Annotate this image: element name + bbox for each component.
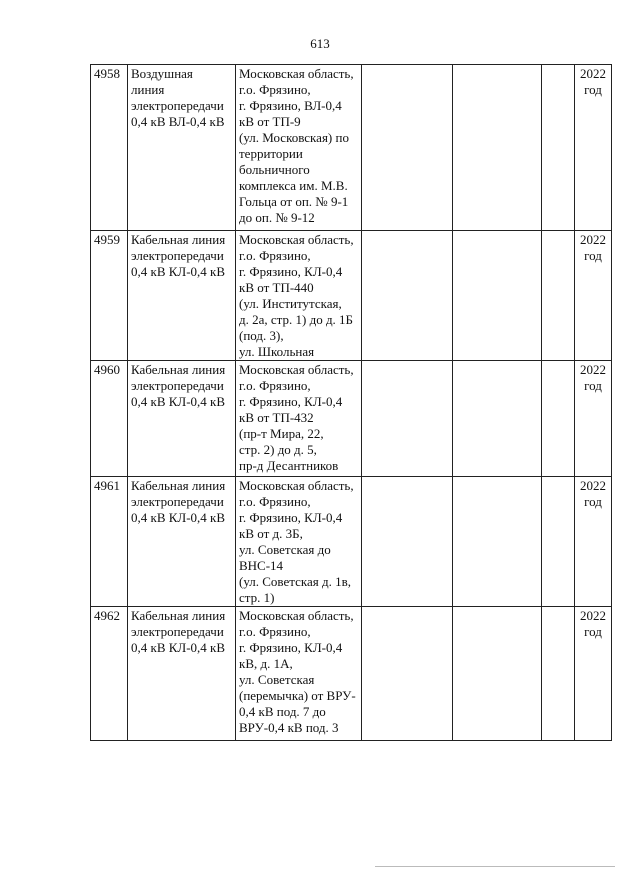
address-cell-line: (перемычка) от ВРУ- [239,688,356,703]
row-number-cell: 4959 [91,231,128,361]
table-row [91,65,612,231]
year-cell [575,65,612,231]
address-cell-line: Московская область, [239,608,354,623]
year-cell-line: год [584,624,602,639]
address-cell [236,361,362,477]
address-cell-line: кВ, д. 1А, [239,656,293,671]
object-name-cell [128,477,236,607]
object-name-cell-line: 0,4 кВ КЛ-0,4 кВ [131,510,226,525]
object-name-cell-line: 0,4 кВ КЛ-0,4 кВ [131,640,226,655]
empty-cell [542,231,575,361]
year-cell-line: год [584,248,602,263]
empty-cell [542,361,575,477]
year-cell [575,231,612,361]
object-name-cell [128,231,236,361]
address-cell [236,65,362,231]
year-cell-line: год [584,378,602,393]
object-name-cell-line: 0,4 кВ КЛ-0,4 кВ [131,394,226,409]
row-number-cell: 4962 [91,607,128,741]
object-name-cell-line: электропередачи [131,248,224,263]
year-cell-line: 2022 [580,478,606,493]
table-row [91,361,612,477]
address-cell-line: (ул. Институтская, [239,296,342,311]
object-name-cell-line: электропередачи [131,378,224,393]
object-name-cell-line: линия [131,82,165,97]
object-name-cell-line: 0,4 кВ КЛ-0,4 кВ [131,264,226,279]
empty-cell [542,477,575,607]
address-cell-line: (пр-т Мира, 22, [239,426,324,441]
address-cell-line: территории [239,146,303,161]
empty-cell [542,65,575,231]
address-cell-line: г. Фрязино, ВЛ-0,4 [239,98,342,113]
year-cell-line: 2022 [580,232,606,247]
object-name-cell [128,607,236,741]
empty-cell [453,231,542,361]
address-cell-line: Московская область, [239,478,354,493]
registry-table [90,64,612,741]
empty-cell [362,607,453,741]
address-cell-line: Московская область, [239,232,354,247]
address-cell-line: кВ от д. 3Б, [239,526,303,541]
registry-body [91,65,612,741]
footer-rule [375,866,615,867]
address-cell-line: ул. Школьная [239,344,315,359]
address-cell-line: г.о. Фрязино, [239,494,311,509]
address-cell-line: г. Фрязино, КЛ-0,4 [239,640,343,655]
row-number-cell: 4958 [91,65,128,231]
year-cell [575,607,612,741]
address-cell-line: кВ от ТП-440 [239,280,314,295]
address-cell-line: ул. Советская [239,672,315,687]
address-cell-line: пр-д Десантников [239,458,339,473]
address-cell-line: кВ от ТП-432 [239,410,314,425]
object-name-cell-line: Воздушная [131,66,193,81]
empty-cell [362,231,453,361]
object-name-cell-line: Кабельная линия [131,608,226,623]
row-number-cell: 4960 [91,361,128,477]
empty-cell [542,607,575,741]
address-cell-line: г.о. Фрязино, [239,248,311,263]
address-cell-line: ВНС-14 [239,558,284,573]
year-cell-line: год [584,494,602,509]
address-cell-line: больничного [239,162,310,177]
address-cell-line: (ул. Советская д. 1в, [239,574,351,589]
year-cell-line: 2022 [580,362,606,377]
address-cell-line: (под. 3), [239,328,284,343]
address-cell-line: д. 2а, стр. 1) до д. 1Б [239,312,354,327]
year-cell [575,477,612,607]
year-cell [575,361,612,477]
address-cell-line: комплекса им. М.В. [239,178,348,193]
address-cell-line: г. Фрязино, КЛ-0,4 [239,264,343,279]
row-number-cell: 4961 [91,477,128,607]
empty-cell [453,65,542,231]
address-cell [236,607,362,741]
object-name-cell-line: Кабельная линия [131,362,226,377]
address-cell-line: кВ от ТП-9 [239,114,301,129]
object-name-cell-line: электропередачи [131,624,224,639]
object-name-cell [128,65,236,231]
empty-cell [453,607,542,741]
table-row [91,607,612,741]
table-row [91,231,612,361]
empty-cell [362,361,453,477]
address-cell-line: Московская область, [239,66,354,81]
empty-cell [362,65,453,231]
address-cell-line: стр. 1) [239,590,275,605]
year-cell-line: 2022 [580,66,606,81]
empty-cell [453,361,542,477]
address-cell [236,477,362,607]
object-name-cell-line: 0,4 кВ ВЛ-0,4 кВ [131,114,225,129]
address-cell-line: г. Фрязино, КЛ-0,4 [239,394,343,409]
address-cell-line: до оп. № 9-12 [239,210,315,225]
object-name-cell-line: Кабельная линия [131,232,226,247]
address-cell-line: Московская область, [239,362,354,377]
object-name-cell-line: Кабельная линия [131,478,226,493]
object-name-cell-line: электропередачи [131,98,224,113]
empty-cell [453,477,542,607]
year-cell-line: 2022 [580,608,606,623]
address-cell-line: ул. Советская до [239,542,331,557]
address-cell-line: г.о. Фрязино, [239,624,311,639]
address-cell-line: ВРУ-0,4 кВ под. 3 [239,720,339,735]
address-cell-line: Гольца от оп. № 9-1 [239,194,349,209]
year-cell-line: год [584,82,602,97]
address-cell-line: г.о. Фрязино, [239,378,311,393]
object-name-cell-line: электропередачи [131,494,224,509]
address-cell-line: г. Фрязино, КЛ-0,4 [239,510,343,525]
address-cell-line: 0,4 кВ под. 7 до [239,704,326,719]
address-cell-line: стр. 2) до д. 5, [239,442,317,457]
empty-cell [362,477,453,607]
object-name-cell [128,361,236,477]
address-cell-line: г.о. Фрязино, [239,82,311,97]
page-number: 613 [310,36,330,51]
address-cell-line: (ул. Московская) по [239,130,349,145]
table-row [91,477,612,607]
address-cell [236,231,362,361]
